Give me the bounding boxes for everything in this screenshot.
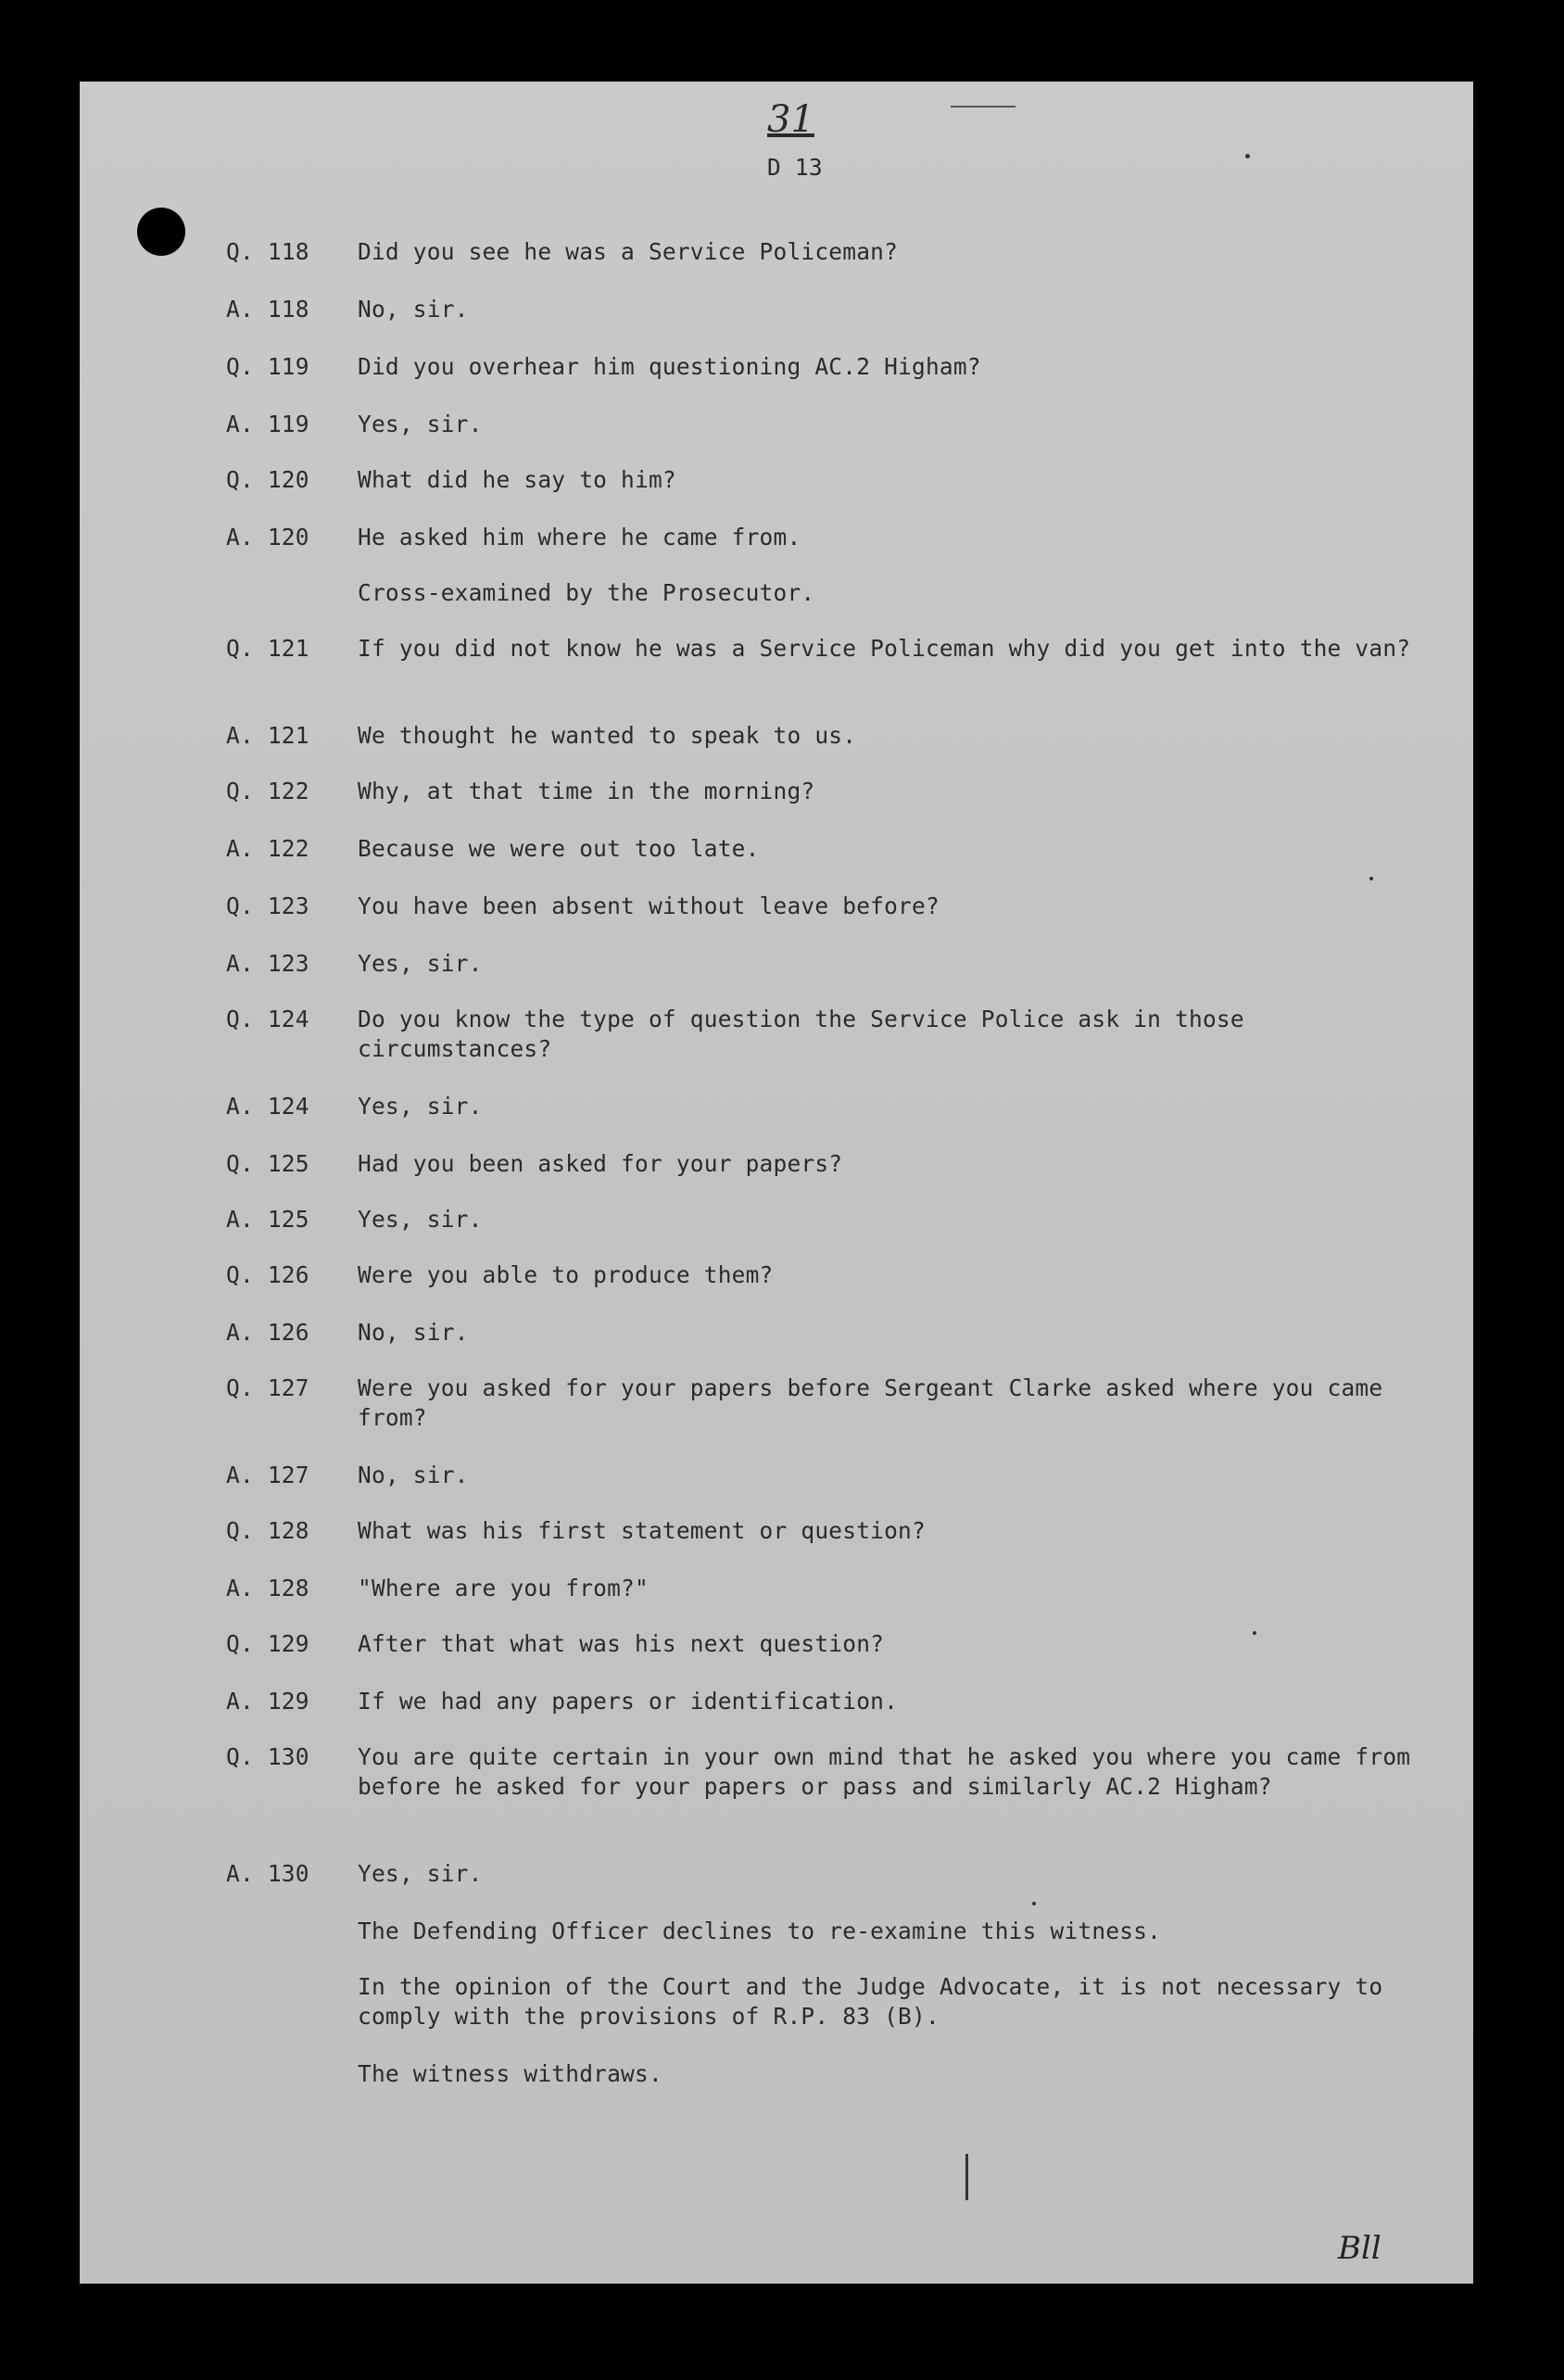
speck xyxy=(1245,154,1250,158)
entry-text: Yes, sir. xyxy=(358,1093,483,1120)
entry-text: He asked him where he came from. xyxy=(358,524,801,551)
entry-label: Q. 123 xyxy=(226,892,309,919)
entry-text: We thought he wanted to speak to us. xyxy=(358,722,857,749)
entry-label: Q. 130 xyxy=(226,1743,309,1770)
entry-text: Did you overhear him questioning AC.2 Higham? xyxy=(358,353,981,380)
entry-label: Q. 121 xyxy=(226,635,309,662)
entry-text: After that what was his next question? xyxy=(358,1630,885,1657)
entry-text: Because we were out too late. xyxy=(358,835,760,862)
entry-label: A. 120 xyxy=(226,524,309,551)
entry-label: A. 121 xyxy=(226,722,309,749)
entry-text: Yes, sir. xyxy=(358,950,483,977)
entry-text: Had you been asked for your papers? xyxy=(358,1150,843,1177)
entry-text: What did he say to him? xyxy=(358,466,676,493)
entry-label: Q. 128 xyxy=(226,1517,309,1544)
entry-text: Yes, sir. xyxy=(358,1206,483,1233)
entry-text: You are quite certain in your own mind that he asked you where you came from before he asked for your papers or pass and similarly AC.2 Higham? xyxy=(358,1743,1411,1800)
entry-text: If you did not know he was a Service Policeman why did you get into the van? xyxy=(358,635,1411,662)
document-page xyxy=(80,82,1473,2284)
entry-label: A. 126 xyxy=(226,1319,309,1346)
entry-label: A. 125 xyxy=(226,1206,309,1233)
entry-label: Q. 124 xyxy=(226,1006,309,1032)
punch-hole xyxy=(137,208,185,256)
entry-label: Q. 125 xyxy=(226,1150,309,1177)
court-opinion: In the opinion of the Court and the Judge Advocate, it is not necessary to comply with the provisions of R.P. 83 (B). xyxy=(358,1973,1383,2030)
entry-text: You have been absent without leave before? xyxy=(358,892,940,919)
entry-text: Yes, sir. xyxy=(358,411,483,437)
declines-statement: The Defending Officer declines to re-examine this witness. xyxy=(358,1918,1162,1944)
speck xyxy=(1032,1902,1036,1905)
entry-text: Were you able to produce them? xyxy=(358,1261,774,1288)
speck xyxy=(1369,877,1373,880)
entry-label: Q. 122 xyxy=(226,778,309,804)
entry-label: A. 130 xyxy=(226,1860,309,1887)
entry-label: Q. 126 xyxy=(226,1261,309,1288)
entry-text: No, sir. xyxy=(358,1462,469,1488)
entry-text: If we had any papers or identification. xyxy=(358,1688,899,1715)
page-number: 31 xyxy=(767,98,814,141)
entry-text: Were you asked for your papers before Sergeant Clarke asked where you came from? xyxy=(358,1374,1383,1431)
entry-label: Q. 119 xyxy=(226,353,309,380)
entry-text: What was his first statement or question? xyxy=(358,1517,926,1544)
entry-label: A. 122 xyxy=(226,835,309,862)
signature-initials: Bll xyxy=(1338,2230,1381,2267)
entry-label: Q. 120 xyxy=(226,466,309,493)
entry-text: Yes, sir. xyxy=(358,1860,483,1887)
speck xyxy=(1253,1631,1256,1635)
entry-label: A. 124 xyxy=(226,1093,309,1120)
entry-label: A. 128 xyxy=(226,1575,309,1601)
entry-text: Do you know the type of question the Service Police ask in those circumstances? xyxy=(358,1006,1244,1062)
entry-text: Did you see he was a Service Policeman? xyxy=(358,238,899,265)
entry-label: Q. 129 xyxy=(226,1630,309,1657)
entry-text: No, sir. xyxy=(358,296,469,323)
entry-label: Q. 118 xyxy=(226,238,309,265)
entry-label: A. 123 xyxy=(226,950,309,977)
entry-text: No, sir. xyxy=(358,1319,469,1346)
entry-text: "Where are you from?" xyxy=(358,1575,649,1601)
entry-text: Cross-examined by the Prosecutor. xyxy=(358,579,815,606)
entry-text: Why, at that time in the morning? xyxy=(358,778,815,804)
entry-label: A. 118 xyxy=(226,296,309,323)
entry-label: A. 129 xyxy=(226,1688,309,1715)
entry-label: A. 119 xyxy=(226,411,309,437)
witness-withdraws: The witness withdraws. xyxy=(358,2060,662,2087)
header-dash xyxy=(951,106,1015,108)
pencil-mark xyxy=(965,2154,968,2200)
entry-label: Q. 127 xyxy=(226,1374,309,1401)
entry-label: A. 127 xyxy=(226,1462,309,1488)
document-reference: D 13 xyxy=(767,154,823,181)
